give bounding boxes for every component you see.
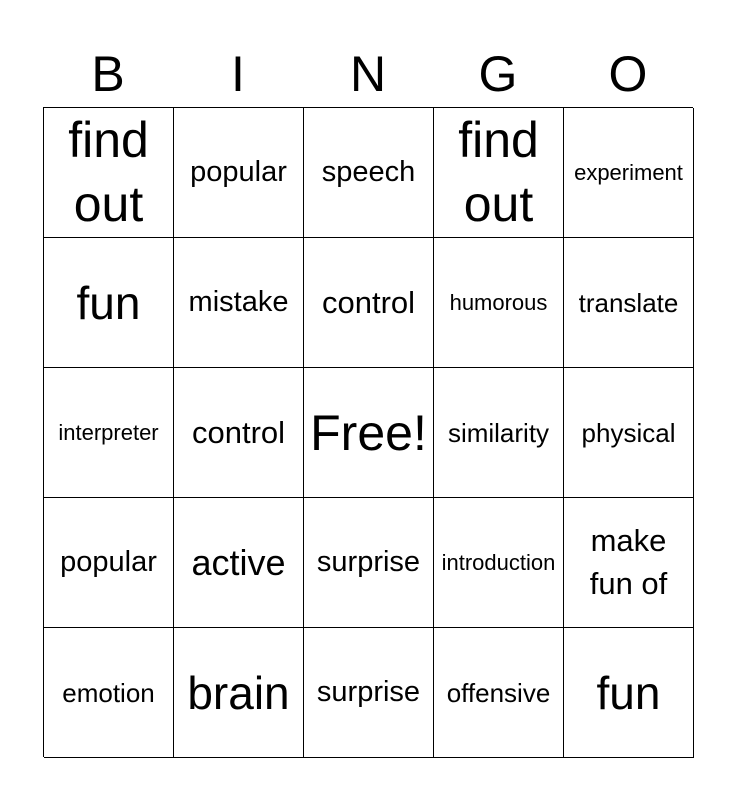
- cell-word: experiment: [574, 159, 683, 185]
- cell-word: interpreter: [58, 419, 159, 445]
- bingo-cell[interactable]: [174, 108, 304, 238]
- cell-word: fun: [596, 666, 661, 719]
- cell-word: control: [191, 415, 286, 450]
- bingo-cell[interactable]: [304, 628, 434, 758]
- bingo-cell[interactable]: [564, 368, 694, 498]
- bingo-cell[interactable]: [304, 108, 434, 238]
- cell-word: fun: [76, 276, 141, 329]
- cell-word: emotion: [62, 677, 155, 708]
- bingo-cell[interactable]: [564, 628, 694, 758]
- bingo-cell[interactable]: [564, 498, 694, 628]
- cell-word: translate: [578, 287, 679, 318]
- bingo-cell[interactable]: [304, 368, 434, 498]
- cell-word: offensive: [446, 677, 551, 708]
- bingo-cell[interactable]: [44, 368, 174, 498]
- bingo-cell[interactable]: [434, 238, 564, 368]
- bingo-cell[interactable]: [564, 108, 694, 238]
- cell-word: physical: [581, 417, 676, 448]
- header-letter-n: N: [349, 46, 387, 102]
- cell-word: popular: [60, 546, 157, 578]
- cell-word: introduction: [441, 549, 556, 575]
- bingo-cell[interactable]: [44, 108, 174, 238]
- bingo-cell[interactable]: [174, 238, 304, 368]
- bingo-header: [43, 42, 693, 106]
- header-letter-g: G: [478, 46, 518, 102]
- bingo-cell[interactable]: [44, 628, 174, 758]
- free-space: Free!: [310, 404, 427, 461]
- cell-word: surprise: [316, 546, 421, 578]
- bingo-cell[interactable]: [174, 498, 304, 628]
- bingo-cell[interactable]: [174, 628, 304, 758]
- bingo-cell[interactable]: [44, 498, 174, 628]
- bingo-cell[interactable]: [174, 368, 304, 498]
- cell-word: surprise: [316, 676, 421, 708]
- cell-word: humorous: [449, 289, 548, 315]
- header-letter-b: B: [91, 46, 125, 102]
- header-letter-i: I: [231, 46, 245, 102]
- header-letter-o: O: [608, 46, 648, 102]
- bingo-board: [43, 107, 693, 757]
- bingo-cell[interactable]: [434, 628, 564, 758]
- cell-word: mistake: [188, 286, 289, 318]
- cell-word: similarity: [447, 417, 550, 448]
- cell-word: active: [191, 541, 286, 583]
- cell-word: find out: [458, 112, 539, 232]
- bingo-cell[interactable]: [564, 238, 694, 368]
- bingo-cell[interactable]: [304, 238, 434, 368]
- bingo-cell[interactable]: [304, 498, 434, 628]
- cell-word: control: [321, 285, 416, 320]
- bingo-cell[interactable]: [434, 108, 564, 238]
- cell-word: find out: [68, 112, 149, 232]
- cell-word: speech: [321, 156, 416, 188]
- cell-word: make fun of: [589, 522, 668, 601]
- bingo-cell[interactable]: [44, 238, 174, 368]
- bingo-cell[interactable]: [434, 368, 564, 498]
- cell-word: popular: [190, 156, 287, 188]
- cell-word: brain: [187, 666, 290, 719]
- bingo-cell[interactable]: [434, 498, 564, 628]
